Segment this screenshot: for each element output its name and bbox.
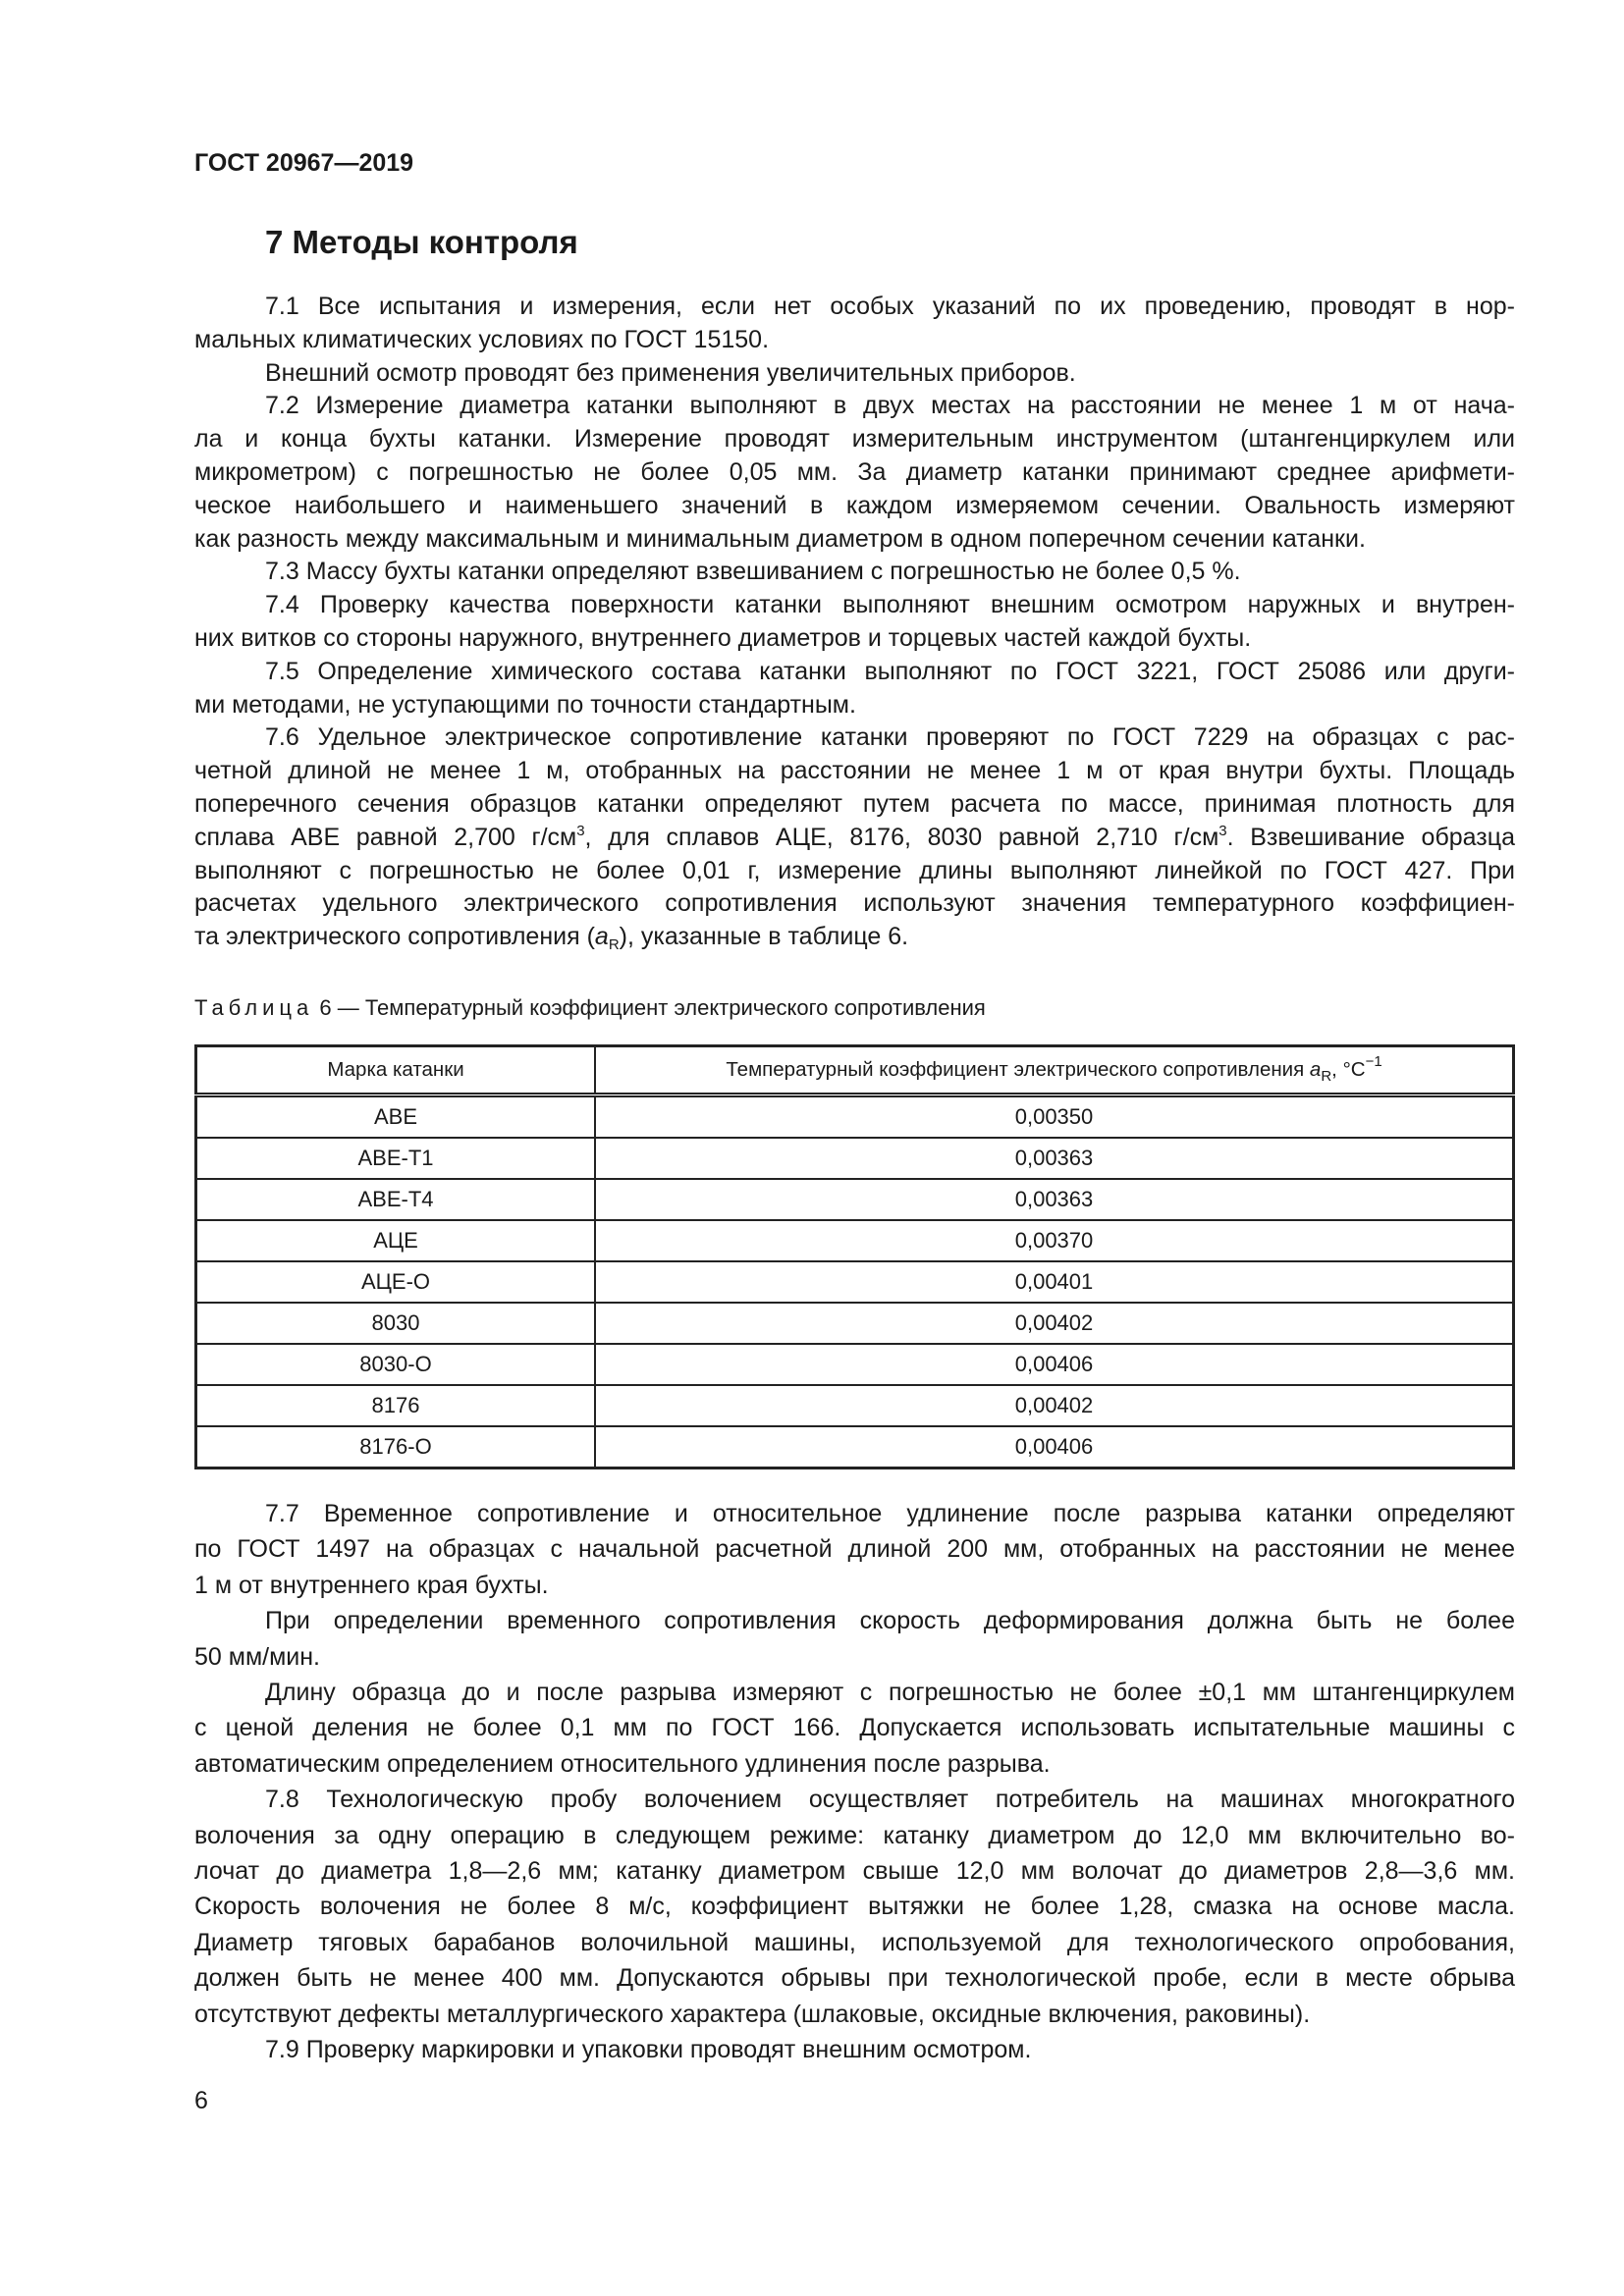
coefficient-cell: 0,00406 <box>595 1426 1514 1468</box>
coefficient-cell: 0,00406 <box>595 1344 1514 1385</box>
text-line: ла и конца бухты катанки. Измерение проводят измерительным инструментом (штангенциркулем или <box>194 425 1515 454</box>
text-segment: 3 <box>576 822 585 839</box>
text-line: выполняют с погрешностью не более 0,01 г, измерение длины выполняют линейкой по ГОСТ 427. При <box>194 856 1515 884</box>
text-line <box>194 822 1515 855</box>
text-line: 50 мм/мин. <box>194 1642 320 1671</box>
table-row <box>196 1344 1514 1385</box>
text-line: поперечного сечения образцов катанки определяют путем расчета по массе, принимая плотность для <box>194 789 1515 818</box>
grade-cell: 8176 <box>196 1385 596 1426</box>
text-segment: a <box>594 923 609 951</box>
text-line: 7.6 Удельное электрическое сопротивление катанки проверяют по ГОСТ 7229 на образцах с рас- <box>265 723 1515 752</box>
text-line: мальных климатических условиях по ГОСТ 15150. <box>194 325 770 353</box>
text-segment: ), указанные в таблице 6. <box>619 923 909 951</box>
text-line: Скорость волочения не более 8 м/с, коэффициент вытяжки не более 1,28, смазка на основе масла. <box>194 1893 1515 1921</box>
grade-cell: АЦЕ-О <box>196 1261 596 1303</box>
coefficient-cell: 0,00370 <box>595 1220 1514 1261</box>
text-line: Внешний осмотр проводят без применения увеличительных приборов. <box>265 358 1076 387</box>
text-line: микрометром) с погрешностью не более 0,05 мм. За диаметр катанки принимают среднее арифмети- <box>194 457 1515 486</box>
text-block-2 <box>194 1496 1515 2068</box>
unit: , °C <box>1331 1058 1366 1081</box>
text-line: волочения за одну операцию в следующем режиме: катанку диаметром до 12,0 мм включительно во- <box>194 1821 1515 1849</box>
coefficient-table <box>194 1044 1515 1469</box>
text-line: 7.1 Все испытания и измерения, если нет особых указаний по их проведению, проводят в нор- <box>265 293 1515 320</box>
text-line: 7.3 Массу бухты катанки определяют взвешиванием с погрешностью не более 0,5 %. <box>265 558 1241 586</box>
text-line: автоматическим определением относительного удлинения после разрыва. <box>194 1749 1051 1778</box>
text-line: лочат до диаметра 1,8—2,6 мм; катанку диаметром свыше 12,0 мм волочат до диаметров 2,8—3,6 мм. <box>194 1857 1515 1886</box>
coefficient-cell: 0,00402 <box>595 1385 1514 1426</box>
table-row <box>196 1220 1514 1261</box>
table-row <box>196 1426 1514 1468</box>
table-row <box>196 1261 1514 1303</box>
text-segment: . Взвешивание образца <box>1226 823 1515 851</box>
grade-cell: 8176-О <box>196 1426 596 1468</box>
text-line: с ценой деления не более 0,1 мм по ГОСТ 166. Допускается использовать испытательные машины с <box>194 1714 1515 1742</box>
text-line: отсутствуют дефекты металлургического характера (шлаковые, оксидные включения, раковины). <box>194 2000 1311 2028</box>
text-line: ческое наибольшего и наименьшего значений в каждом измеряемом сечении. Овальность измеряют <box>194 491 1515 519</box>
coefficient-cell: 0,00363 <box>595 1179 1514 1220</box>
text-line: При определении временного сопротивления скорость деформирования должна быть не более <box>265 1607 1515 1635</box>
text-line: как разность между максимальным и минимальным диаметром в одном поперечном сечении катанки. <box>194 524 1366 553</box>
table-row <box>196 1095 1514 1139</box>
text-line: 1 м от внутреннего края бухты. <box>194 1571 549 1599</box>
coefficient-cell: 0,00402 <box>595 1303 1514 1344</box>
text-line: 7.4 Проверку качества поверхности катанки выполняют внешним осмотром наружных и внутрен- <box>265 591 1515 619</box>
section-title: 7 Методы контроля <box>265 224 578 260</box>
table-row <box>196 1138 1514 1179</box>
text-line: 7.7 Временное сопротивление и относительное удлинение после разрыва катанки определяют <box>265 1500 1515 1527</box>
text-segment: 3 <box>1218 822 1227 839</box>
text-line: 7.8 Технологическую пробу волочением осуществляет потребитель на машинах многократного <box>265 1786 1515 1814</box>
grade-cell: АВЕ-Т1 <box>196 1138 596 1179</box>
text-line: 7.2 Измерение диаметра катанки выполняют в двух местах на расстоянии не менее 1 м от нача- <box>265 392 1515 420</box>
text-line: них витков со стороны наружного, внутреннего диаметров и торцевых частей каждой бухты. <box>194 623 1252 652</box>
text-segment: , для сплавов АЦЕ, 8176, 8030 равной 2,710 г/см <box>584 823 1219 851</box>
text-line: 7.9 Проверку маркировки и упаковки проводят внешним осмотром. <box>265 2036 1032 2064</box>
text-segment: та электрического сопротивления ( <box>194 923 595 951</box>
header-coefficient-text: Температурный коэффициент электрического сопротивления <box>726 1058 1310 1081</box>
table-row <box>196 1179 1514 1220</box>
table-caption-text: 6 — Температурный коэффициент электрического сопротивления <box>313 995 986 1020</box>
text-line: Диаметр тяговых барабанов волочильной машины, используемой для технологического опробования, <box>194 1928 1515 1956</box>
unit-exp: −1 <box>1365 1053 1382 1070</box>
text-segment: сплава АВЕ равной 2,700 г/см <box>194 823 577 851</box>
symbol-a: a <box>1309 1058 1322 1081</box>
table-caption <box>194 995 986 1021</box>
text-line: должен быть не менее 400 мм. Допускаются обрывы при технологической пробе, если в месте обрыва <box>194 1964 1515 1993</box>
table-row <box>196 1303 1514 1344</box>
text-line: четной длиной не менее 1 м, отобранных на расстоянии не менее 1 м от края внутри бухты. Площадь <box>194 757 1515 785</box>
header-grade: Марка катанки <box>196 1046 596 1095</box>
grade-cell: 8030-О <box>196 1344 596 1385</box>
text-line: ми методами, не уступающими по точности стандартным. <box>194 690 856 719</box>
document-header: ГОСТ 20967—2019 <box>194 149 414 177</box>
grade-cell: АЦЕ <box>196 1220 596 1261</box>
page-number: 6 <box>194 2087 208 2114</box>
grade-cell: 8030 <box>196 1303 596 1344</box>
text-segment: R <box>608 936 620 954</box>
text-line <box>194 921 1515 954</box>
table-row <box>196 1385 1514 1426</box>
table-caption-label: Таблица <box>194 995 314 1020</box>
text-line: Длину образца до и после разрыва измеряют с погрешностью не более ±0,1 мм штангенциркулем <box>265 1679 1515 1707</box>
grade-cell: АВЕ-Т4 <box>196 1179 596 1220</box>
coefficient-cell: 0,00363 <box>595 1138 1514 1179</box>
text-block-1 <box>194 291 1515 954</box>
coefficient-cell: 0,00350 <box>595 1095 1514 1139</box>
header-coefficient <box>595 1046 1514 1095</box>
text-line: 7.5 Определение химического состава катанки выполняют по ГОСТ 3221, ГОСТ 25086 или други- <box>265 657 1515 685</box>
symbol-r: R <box>1321 1068 1332 1085</box>
text-line: по ГОСТ 1497 на образцах с начальной расчетной длиной 200 мм, отобранных на расстоянии не менее <box>194 1535 1515 1564</box>
grade-cell: АВЕ <box>196 1095 596 1139</box>
text-line: расчетах удельного электрического сопротивления используют значения температурного коэффициен- <box>194 889 1515 918</box>
coefficient-cell: 0,00401 <box>595 1261 1514 1303</box>
